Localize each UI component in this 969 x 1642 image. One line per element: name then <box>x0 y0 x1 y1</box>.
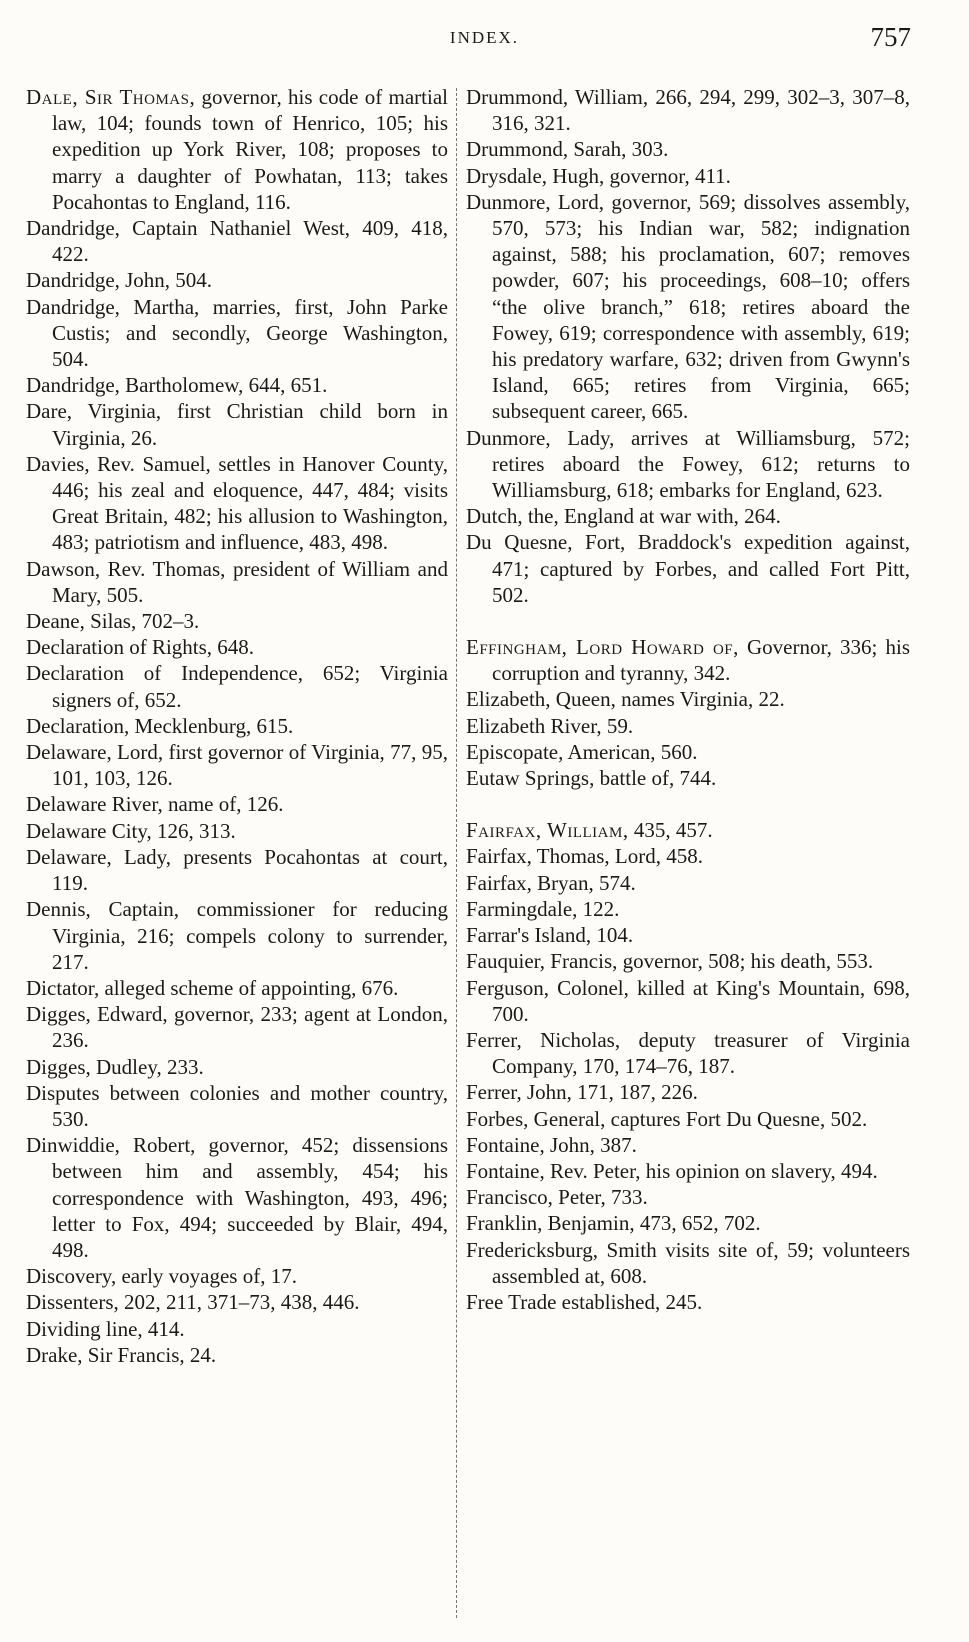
entry-text: governor, his code of martial law, 104; founds town of Henrico, 105; his expedition up York River, 108; proposes to marry a daughter of Powhatan, 113; takes Pocahontas to England, 116. <box>52 85 448 214</box>
section-gap <box>466 608 910 634</box>
index-entry <box>26 1080 448 1132</box>
index-entry <box>26 608 448 634</box>
entry-text: Forbes, General, captures Fort Du Quesne, 502. <box>466 1106 868 1131</box>
index-entry <box>466 843 910 869</box>
entry-text: Eutaw Springs, battle of, 744. <box>466 766 717 791</box>
entry-text: Drummond, Sarah, 303. <box>466 137 669 162</box>
entry-text: Digges, Edward, governor, 233; agent at London, 236. <box>26 1002 448 1053</box>
entry-text: Ferguson, Colonel, killed at King's Mountain, 698, 700. <box>466 975 910 1026</box>
index-entry <box>466 1158 910 1184</box>
entry-text: 435, 457. <box>628 818 713 843</box>
index-entry <box>466 739 910 765</box>
entry-text: Francisco, Peter, 733. <box>466 1185 648 1210</box>
index-entry <box>466 634 910 686</box>
entry-text: Discovery, early voyages of, 17. <box>26 1264 297 1289</box>
entry-text: Dennis, Captain, commissioner for reducing Virginia, 216; compels colony to surrender, 217. <box>26 897 448 974</box>
section-head-term: Fairfax, William, <box>466 818 629 843</box>
index-entry <box>26 975 448 1001</box>
index-entry <box>466 1132 910 1158</box>
entry-text: Fontaine, Rev. Peter, his opinion on slavery, 494. <box>466 1158 878 1183</box>
entry-text: Deane, Silas, 702–3. <box>26 609 200 634</box>
index-entry <box>466 189 910 425</box>
entry-text: Elizabeth River, 59. <box>466 713 634 738</box>
running-title: INDEX. <box>449 28 520 47</box>
entry-text: Declaration of Rights, 648. <box>26 635 255 660</box>
index-entry <box>466 1079 910 1105</box>
index-entry <box>26 1316 448 1342</box>
entry-text: Ferrer, Nicholas, deputy treasurer of Virginia Company, 170, 174–76, 187. <box>466 1027 910 1079</box>
entry-text: Free Trade established, 245. <box>466 1289 703 1314</box>
index-entry <box>26 713 448 739</box>
index-entry <box>26 844 448 896</box>
index-entry <box>26 451 448 556</box>
index-entry <box>26 1342 448 1368</box>
entry-text: Declaration of Independence, 652; Virginia signers of, 652. <box>26 661 448 712</box>
index-entry <box>466 975 910 1027</box>
entry-text: Drysdale, Hugh, governor, 411. <box>466 163 731 188</box>
entry-text: Delaware, Lord, first governor of Virginia, 77, 95, 101, 103, 126. <box>26 740 448 791</box>
index-entry <box>466 896 910 922</box>
index-column-left <box>26 84 448 1368</box>
index-entry <box>26 372 448 398</box>
entry-text: Farmingdale, 122. <box>466 896 620 921</box>
entry-text: Digges, Dudley, 233. <box>26 1054 204 1079</box>
entry-text: Farrar's Island, 104. <box>466 923 634 948</box>
entry-text: Dunmore, Lady, arrives at Williamsburg, 572; retires aboard the Fowey, 612; returns to Williamsburg, 618; embarks for England, 623. <box>466 425 910 503</box>
entry-text: Drake, Sir Francis, 24. <box>26 1342 217 1367</box>
entry-text: Delaware River, name of, 126. <box>26 792 284 817</box>
index-entry <box>466 817 910 843</box>
entry-text: Fontaine, John, 387. <box>466 1132 637 1157</box>
index-entry <box>466 1237 910 1289</box>
entry-text: Du Quesne, Fort, Braddock's expedition against, 471; captured by Forbes, and called Fort Pitt, 502. <box>466 530 910 607</box>
entry-text: Dinwiddie, Robert, governor, 452; dissensions between him and assembly, 454; his correspondence with Washington, 493, 496; letter to Fox, 494; succeeded by Blair, 494, 498. <box>26 1133 448 1262</box>
entry-text: Episcopate, American, 560. <box>466 739 698 764</box>
index-entry <box>26 896 448 975</box>
entry-text: Dandridge, Captain Nathaniel West, 409, 418, 422. <box>26 216 448 267</box>
entry-text: Dawson, Rev. Thomas, president of William and Mary, 505. <box>26 556 448 607</box>
index-entry <box>466 870 910 896</box>
entry-text: Dandridge, Martha, marries, first, John Parke Custis; and secondly, George Washington, 504. <box>26 294 448 372</box>
index-entry <box>26 1054 448 1080</box>
entry-text: Delaware City, 126, 313. <box>26 818 236 843</box>
index-entry <box>26 1263 448 1289</box>
index-column-right <box>466 84 910 1315</box>
entry-text: Fairfax, Bryan, 574. <box>466 870 636 895</box>
index-entry <box>26 556 448 608</box>
index-entry <box>466 1210 910 1236</box>
column-divider <box>456 88 457 1618</box>
index-entry <box>466 529 910 608</box>
entry-text: Dare, Virginia, first Christian child born in Virginia, 26. <box>26 399 448 450</box>
entry-text: Delaware, Lady, presents Pocahontas at court, 119. <box>26 844 448 896</box>
entry-text: Dandridge, John, 504. <box>26 268 213 293</box>
index-entry <box>26 818 448 844</box>
section-head-term: Dale, Sir Thomas, <box>26 85 196 109</box>
entry-text: Governor, 336; his corruption and tyranny, 342. <box>492 635 910 686</box>
index-entry <box>26 634 448 660</box>
index-entry <box>26 1132 448 1263</box>
index-entry <box>466 503 910 529</box>
section-head-term: Effingham, Lord Howard of, <box>466 635 739 660</box>
entry-text: Ferrer, John, 171, 187, 226. <box>466 1080 698 1105</box>
index-entry <box>466 163 910 189</box>
entry-text: Davies, Rev. Samuel, settles in Hanover County, 446; his zeal and eloquence, 447, 484; visits Great Britain, 482; his allusion to Washington, 483; patriotism and influence, 483, 498. <box>26 451 448 555</box>
index-entry <box>466 1289 910 1315</box>
entry-text: Dictator, alleged scheme of appointing, 676. <box>26 975 399 1000</box>
index-entry <box>466 686 910 712</box>
index-entry <box>26 791 448 817</box>
entry-text: Dandridge, Bartholomew, 644, 651. <box>26 373 328 398</box>
section-gap <box>466 791 910 817</box>
entry-text: Disputes between colonies and mother country, 530. <box>26 1080 448 1131</box>
index-entry <box>466 765 910 791</box>
index-entry <box>466 922 910 948</box>
index-entry <box>466 948 910 974</box>
index-entry <box>466 713 910 739</box>
page-header <box>0 22 969 62</box>
index-entry <box>26 294 448 373</box>
entry-text: Dividing line, 414. <box>26 1316 185 1341</box>
index-entry <box>466 425 910 504</box>
index-entry <box>466 84 910 136</box>
index-entry <box>466 1184 910 1210</box>
index-entry <box>26 1001 448 1053</box>
index-entry <box>26 739 448 791</box>
entry-text: Fredericksburg, Smith visits site of, 59; volunteers assembled at, 608. <box>466 1237 910 1288</box>
index-entry <box>26 660 448 712</box>
entry-text: Dunmore, Lord, governor, 569; dissolves assembly, 570, 573; his Indian war, 582; indignation against, 588; his proclamation, 607; removes powder, 607; his proceedings, 608–10; offers “the olive branch,” 618; retires aboard the Fowey, 619; correspondence with assembly, 619; his predatory warfare, 632; driven from Gwynn's Island, 665; retires from Virginia, 665; subsequent career, 665. <box>466 189 910 424</box>
entry-text: Drummond, William, 266, 294, 299, 302–3, 307–8, 316, 321. <box>466 85 910 136</box>
index-entry <box>26 267 448 293</box>
index-entry <box>26 398 448 450</box>
entry-text: Elizabeth, Queen, names Virginia, 22. <box>466 687 785 712</box>
index-entry <box>26 84 448 215</box>
entry-text: Declaration, Mecklenburg, 615. <box>26 713 294 738</box>
entry-text: Dutch, the, England at war with, 264. <box>466 504 781 529</box>
entry-text: Fauquier, Francis, governor, 508; his death, 553. <box>466 949 874 974</box>
index-entry <box>466 136 910 162</box>
index-entry <box>26 1289 448 1315</box>
index-entry <box>466 1106 910 1132</box>
entry-text: Fairfax, Thomas, Lord, 458. <box>466 844 703 869</box>
entry-text: Franklin, Benjamin, 473, 652, 702. <box>466 1211 761 1236</box>
index-entry <box>466 1027 910 1079</box>
entry-text: Dissenters, 202, 211, 371–73, 438, 446. <box>26 1290 360 1315</box>
index-entry <box>26 215 448 267</box>
page-number: 757 <box>870 22 911 52</box>
